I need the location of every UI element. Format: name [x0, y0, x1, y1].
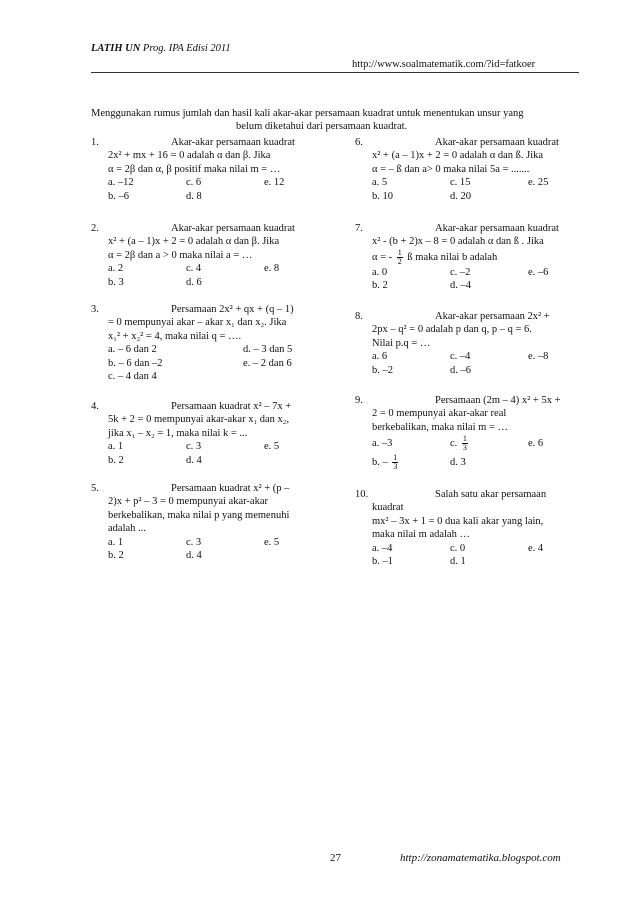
- option-d: d. 3: [450, 457, 466, 469]
- option-c: c. – 4 dan 4: [108, 371, 157, 383]
- option-d: d. 1: [450, 556, 466, 568]
- option-d: d. 6: [186, 276, 202, 288]
- question-head: Persamaan 2x² + qx + (q – 1): [171, 304, 294, 315]
- question-head: Akar-akar persamaan kuadrat: [171, 137, 295, 148]
- question-line: mx² – 3x + 1 = 0 dua kali akar yang lain,: [372, 515, 544, 527]
- fraction-denominator: 3: [462, 443, 467, 453]
- option-d: d. –6: [450, 364, 471, 376]
- option-c: c. 6: [186, 177, 202, 189]
- option-e: e. 8: [264, 263, 280, 275]
- option-d: d. – 3 dan 5: [243, 344, 293, 356]
- question-line: x² - (b + 2)x – 8 = 0 adalah α dan ß . Jika: [372, 236, 544, 248]
- option-e: e. 6: [528, 438, 544, 450]
- question-line: = 0 mempunyai akar – akar x₁ dan x₂. Jika: [108, 317, 287, 329]
- options: [372, 350, 595, 377]
- fraction-denominator: 2: [397, 256, 402, 266]
- options: [372, 434, 595, 472]
- fraction: [397, 249, 403, 266]
- question-1: [91, 136, 331, 203]
- question-head: Salah satu akar persamaan: [435, 489, 547, 500]
- question-line: x² + (a – 1)x + 2 = 0 adalah α dan ß. Jika: [372, 150, 544, 162]
- question-line: berkebalikan, maka nilai p yang memenuhi: [108, 509, 290, 521]
- option-d: d. 4: [186, 454, 202, 466]
- options: [372, 266, 595, 293]
- option-a: a. –4: [372, 542, 393, 554]
- fraction-denominator: 3: [393, 462, 398, 472]
- header-title-bold: LATIH UN: [91, 43, 141, 54]
- question-line: maka nilai m adalah …: [372, 529, 470, 541]
- question-line: 5k + 2 = 0 mempunyai akar-akar x₁ dan x₂,: [108, 414, 290, 426]
- option-e: e. 12: [264, 177, 285, 189]
- intro-line-1: Menggunakan rumus jumlah dan hasil kali akar-akar persamaan kuadrat untuk menentukan unsur yang: [91, 108, 524, 119]
- question-line: adalah ...: [108, 523, 146, 535]
- question-line: berkebalikan, maka nilai m = …: [372, 421, 508, 433]
- option-b: b. 10: [372, 190, 393, 202]
- question-line: 2x² + mx + 16 = 0 adalah α dan β. Jika: [108, 150, 271, 162]
- question-head: Persamaan kuadrat x² – 7x +: [171, 401, 292, 412]
- option-e: e. –8: [528, 351, 549, 363]
- fraction-prefix: α = -: [372, 251, 393, 263]
- header-title: [91, 43, 231, 54]
- option-e: e. 25: [528, 177, 549, 189]
- option-c: c. –4: [450, 351, 471, 363]
- question-number: 2.: [91, 223, 99, 234]
- option-a: a. –12: [108, 177, 134, 189]
- question-number: 6.: [355, 137, 363, 148]
- fraction-numerator: 1: [462, 434, 467, 444]
- option-a: a. – 6 dan 2: [108, 344, 157, 356]
- option-c: c. –2: [450, 266, 471, 278]
- option-b: [372, 453, 450, 472]
- option-c: c. 4: [186, 263, 202, 275]
- options: [108, 262, 331, 289]
- option-c: c. 15: [450, 177, 471, 189]
- option-a: a. 6: [372, 351, 388, 363]
- option-a: a. 1: [108, 441, 124, 453]
- option-b: b. –6: [108, 190, 129, 202]
- header-title-rest: Prog. IPA Edisi 2011: [142, 43, 231, 54]
- options: [372, 542, 595, 569]
- fraction-numerator: 1: [393, 453, 398, 463]
- question-9: [355, 394, 595, 472]
- option-e: e. – 2 dan 6: [243, 357, 292, 369]
- question-head: Persamaan kuadrat x² + (p –: [171, 483, 290, 494]
- question-number: 1.: [91, 137, 99, 148]
- option-b: b. –1: [372, 556, 393, 568]
- question-head: Akar-akar persamaan kuadrat: [171, 223, 295, 234]
- fraction-numerator: 1: [397, 247, 402, 257]
- options: [108, 343, 331, 383]
- question-10: [355, 488, 595, 568]
- question-8: [355, 310, 595, 377]
- option-b: b. 2: [108, 454, 124, 466]
- question-line: x₁² + x₂² = 4, maka nilai q = ….: [108, 330, 242, 342]
- question-line: α = – ß dan a> 0 maka nilai 5a = .......: [372, 163, 530, 175]
- option-b: b. –2: [372, 364, 393, 376]
- question-line: kuadrat: [372, 502, 404, 514]
- question-line: α = 2β dan a > 0 maka nilai a = …: [108, 249, 253, 261]
- option-b-label: b. –: [372, 457, 388, 469]
- option-b: b. 2: [108, 550, 124, 562]
- question-number: 3.: [91, 304, 99, 315]
- question-line: x² + (a – 1)x + 2 = 0 adalah α dan β. Jika: [108, 236, 280, 248]
- question-4: [91, 400, 331, 467]
- fraction: [392, 454, 398, 471]
- question-3: [91, 303, 331, 383]
- question-7: [355, 222, 595, 293]
- options: [372, 176, 595, 203]
- question-head: Persamaan (2m – 4) x² + 5x +: [435, 395, 561, 406]
- question-number: 7.: [355, 223, 363, 234]
- fraction: [462, 435, 468, 452]
- option-a: a. 2: [108, 263, 124, 275]
- question-number: 8.: [355, 311, 363, 322]
- question-6: [355, 136, 595, 203]
- question-line: 2)x + p² – 3 = 0 mempunyai akar-akar: [108, 496, 268, 508]
- question-head: Akar-akar persamaan kuadrat: [435, 137, 559, 148]
- option-d: d. 4: [186, 550, 202, 562]
- page-number: 27: [330, 852, 341, 864]
- option-d: d. 8: [186, 190, 202, 202]
- question-line: 2 = 0 mempunyai akar-akar real: [372, 408, 507, 420]
- option-b: b. 2: [372, 280, 388, 292]
- option-a: a. 5: [372, 177, 388, 189]
- fraction-suffix: ß maka nilai b adalah: [407, 251, 498, 263]
- option-e: e. 4: [528, 542, 544, 554]
- question-number: 5.: [91, 483, 99, 494]
- header-url[interactable]: http://www.soalmatematik.com/?id=fatkoer: [352, 59, 536, 70]
- question-number: 10.: [355, 489, 369, 500]
- question-line: 2px – q² = 0 adalah p dan q, p – q = 6.: [372, 324, 532, 336]
- option-e: e. –6: [528, 266, 549, 278]
- options: [108, 536, 331, 563]
- option-c: c. 3: [186, 536, 202, 548]
- question-line: Nilai p.q = …: [372, 337, 431, 349]
- option-e: e. 5: [264, 441, 280, 453]
- option-e: e. 5: [264, 536, 280, 548]
- option-b: b. – 6 dan –2: [108, 357, 163, 369]
- footer-url[interactable]: http://zonamatematika.blogspot.com: [400, 852, 561, 864]
- question-line: jika x₁ – x₂ = 1, maka nilai k = ...: [108, 427, 248, 439]
- intro-line-2: belum diketahui dari persamaan kuadrat.: [236, 121, 408, 132]
- question-number: 9.: [355, 395, 363, 406]
- option-d: d. 20: [450, 190, 471, 202]
- option-a: a. 1: [108, 536, 124, 548]
- question-line: α = 2β dan α, β positif maka nilai m = …: [108, 163, 281, 175]
- option-c: c. 3: [186, 441, 202, 453]
- option-b: b. 3: [108, 276, 124, 288]
- question-head: Akar-akar persamaan 2x² +: [435, 311, 550, 322]
- options: [108, 440, 331, 467]
- question-number: 4.: [91, 401, 99, 412]
- option-a: a. 0: [372, 266, 388, 278]
- question-head: Akar-akar persamaan kuadrat: [435, 223, 559, 234]
- question-line-fraction: [372, 249, 595, 266]
- question-5: [91, 482, 331, 562]
- question-2: [91, 222, 331, 289]
- header-divider: [91, 72, 579, 73]
- option-c: c. 0: [450, 542, 466, 554]
- option-a: a. –3: [372, 438, 393, 450]
- option-c-label: c.: [450, 438, 458, 450]
- option-d: d. –4: [450, 280, 471, 292]
- options: [108, 176, 331, 203]
- option-c: [450, 434, 528, 453]
